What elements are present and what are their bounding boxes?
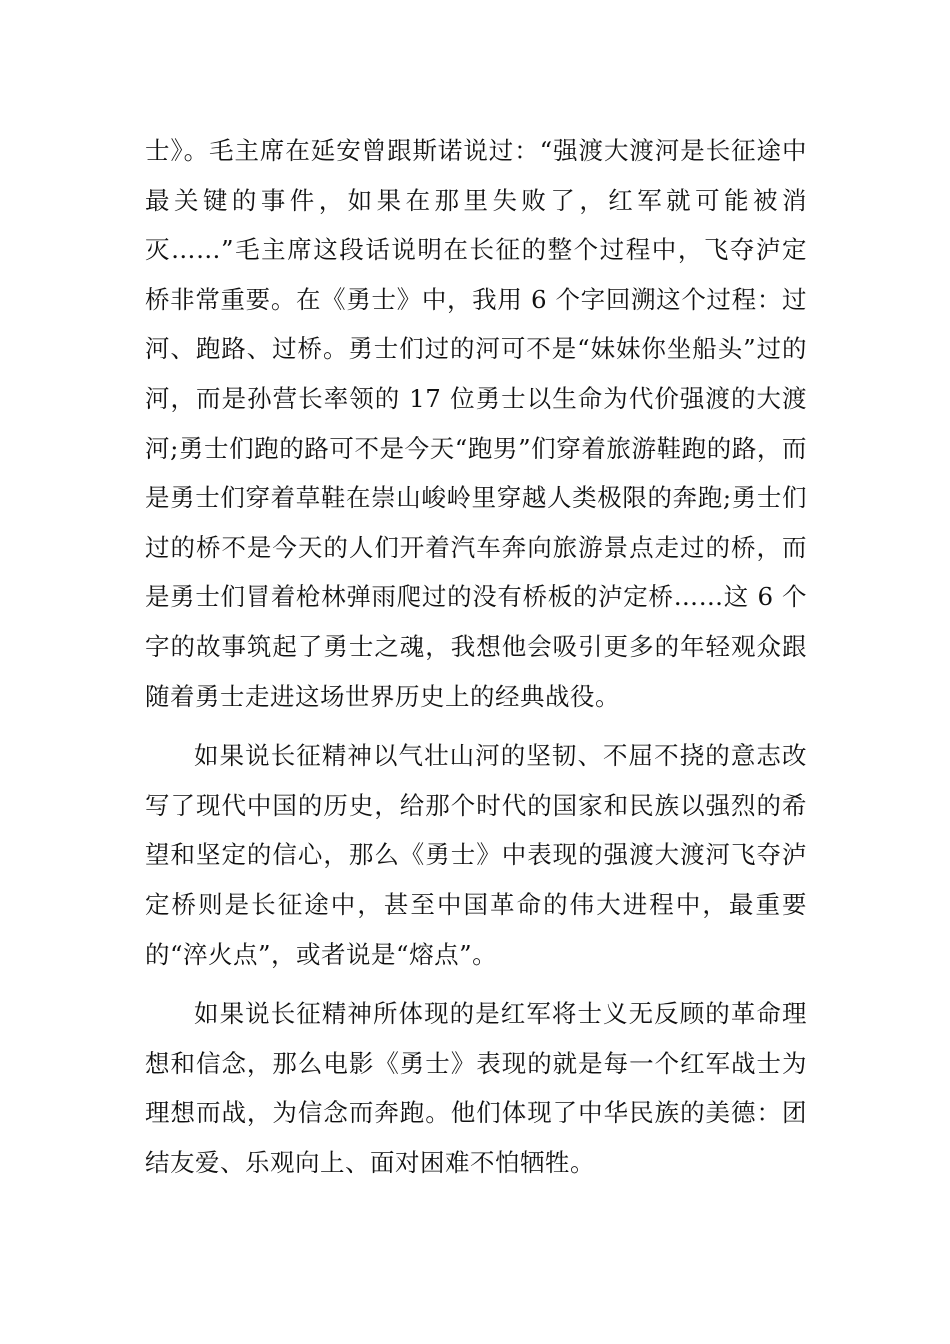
paragraph-2: 如果说长征精神以气壮山河的坚韧、不屈不挠的意志改写了现代中国的历史，给那个时代的国家和民族以强烈的希望和坚定的信心，那么《勇士》中表现的强渡大渡河飞夺泸定桥则是长征途中，甚至中国革命的伟大进程中，最重要的“淬火点”，或者说是“熔点”。 (145, 741, 807, 969)
paragraph-1: 士》。毛主席在延安曾跟斯诺说过：“强渡大渡河是长征途中最关键的事件，如果在那里失败了，红军就可能被消灭……”毛主席这段话说明在长征的整个过程中，飞夺泸定桥非常重要。在《勇士》中，我用 6 个字回溯这个过程：过河、跑路、过桥。勇士们过的河可不是“妹妹你坐船头”过的河，而是孙营长率领的 17 位勇士以生命为代价强渡的大渡河;勇士们跑的路可不是今天“跑男”们穿着旅游鞋跑的路，而是勇士们穿着草鞋在崇山峻岭里穿越人类极限的奔跑;勇士们过的桥不是今天的人们开着汽车奔向旅游景点走过的桥，而是勇士们冒着枪林弹雨爬过的没有桥板的泸定桥……这 6 个字的故事筑起了勇士之魂，我想他会吸引更多的年轻观众跟随着勇士走进这场世界历史上的经典战役。 (145, 136, 807, 711)
document-body (145, 126, 807, 1187)
paragraph-3: 如果说长征精神所体现的是红军将士义无反顾的革命理想和信念，那么电影《勇士》表现的就是每一个红军战士为理想而战，为信念而奔跑。他们体现了中华民族的美德：团结友爱、乐观向上、面对困难不怕牺牲。 (145, 999, 807, 1177)
